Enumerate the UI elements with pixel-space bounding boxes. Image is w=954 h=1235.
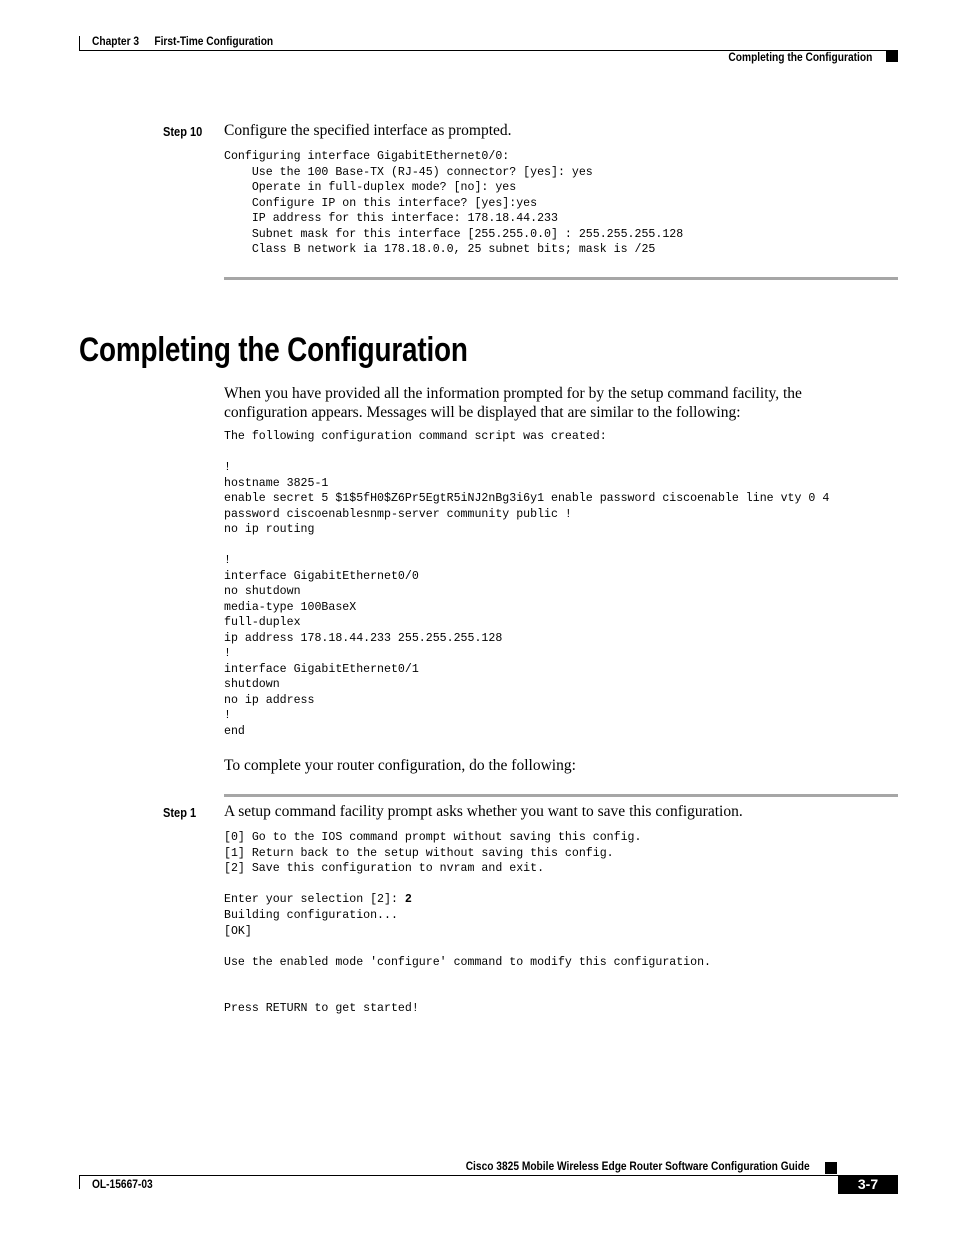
step-1-text: A setup command facility prompt asks whether you want to save this configuration.: [224, 803, 743, 820]
chapter-title: First-Time Configuration: [154, 34, 274, 48]
step-10-code: Configuring interface GigabitEthernet0/0: Use the 100 Base-TX (RJ-45) connector? [yes]: yes Operate in full-duplex mode? [no]: yes Configure IP on this interface? [yes]:yes IP address for this interface: 178.18.44.233 Subnet mask for this interface [255.255.0.0] : 255.255.255.128 Class B network ia 178.18.0.0, 25 subnet bits; mask is /25: [224, 150, 684, 256]
selection-value: 2: [404, 893, 412, 906]
footer-rule: [79, 1175, 898, 1176]
section-heading: Completing the Configuration: [79, 331, 468, 369]
footer-doc-number: OL-15667-03: [92, 1177, 153, 1191]
footer-left-bar: [79, 1175, 80, 1189]
step-10-text: Configure the specified interface as prompted.: [224, 122, 512, 139]
step-10-label: Step 10: [163, 124, 203, 139]
step-1-selection-line: [224, 892, 412, 908]
intro-paragraph: When you have provided all the information prompted for by the setup command facility, the configuration appears. Messages will be displayed that are similar to the following:: [224, 385, 802, 421]
footer-page-number: 3-7: [838, 1175, 898, 1194]
step-1-options: [0] Go to the IOS command prompt without saving this config. [1] Return back to the setup without saving this config. [2] Save this configuration to nvram and exit.: [224, 831, 642, 875]
step-1-label: Step 1: [163, 805, 197, 820]
to-complete-paragraph: To complete your router configuration, do the following:: [224, 757, 576, 774]
header-marker: [886, 50, 898, 62]
header-chapter: [92, 34, 273, 48]
footer-marker: [825, 1162, 837, 1174]
step-1-output: Building configuration... [OK] Use the enabled mode 'configure' command to modify this configuration. Press RETURN to get started!: [224, 909, 712, 1015]
footer-guide-title: Cisco 3825 Mobile Wireless Edge Router Software Configuration Guide: [466, 1159, 810, 1173]
step-10-end-rule: [224, 277, 898, 280]
header-left-bar: [79, 36, 80, 50]
selection-prompt: Enter your selection [2]:: [224, 893, 405, 906]
config-script: The following configuration command script was created: ! hostname 3825-1 enable secret 5 $1$5fH0$Z6Pr5EgtR5iNJ2nBg3i6y1 enable password ciscoenable line vty 0 4 password ciscoenablesnmp-server community public ! no ip routing ! interface GigabitEthernet0/0 no shutdown media-type 100BaseX full-duplex ip address 178.18.44.233 255.255.255.128 ! interface GigabitEthernet0/1 shutdown no ip address ! end: [224, 430, 830, 738]
chapter-number: Chapter 3: [92, 34, 140, 48]
header-section-title: Completing the Configuration: [728, 50, 872, 64]
procedure-start-rule: [224, 794, 898, 797]
